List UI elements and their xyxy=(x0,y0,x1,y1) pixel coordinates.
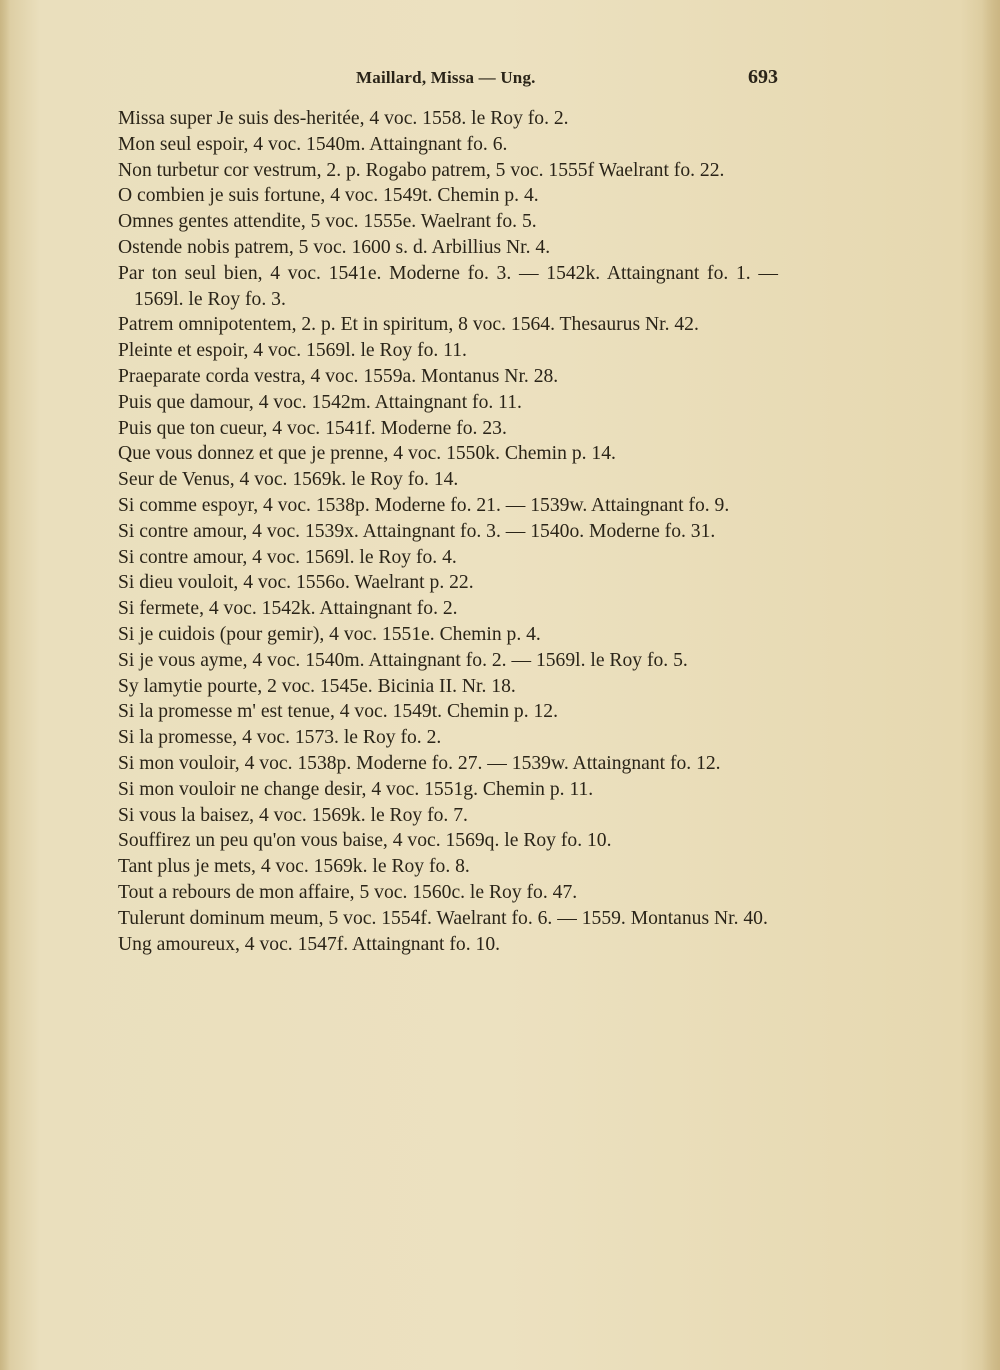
entry: Missa super Je suis des-heritée, 4 voc. 1558. le Roy fo. 2. xyxy=(118,108,569,129)
entry: Si vous la baisez, 4 voc. 1569k. le Roy fo. 7. xyxy=(118,804,468,826)
entry: Tulerunt dominum meum, 5 voc. 1554f. Waelrant fo. 6. — 1559. Montanus Nr. 40. xyxy=(118,907,768,929)
entry: Puis que damour, 4 voc. 1542m. Attaingnant fo. 11. xyxy=(118,391,522,413)
entry: Seur de Venus, 4 voc. 1569k. le Roy fo. 14. xyxy=(118,469,459,491)
page-header xyxy=(118,64,778,92)
entry: Si mon vouloir ne change desir, 4 voc. 1551g. Chemin p. 11. xyxy=(118,778,594,800)
entry: Si la promesse m' est tenue, 4 voc. 1549t. Chemin p. 12. xyxy=(118,701,558,723)
entry: Puis que ton cueur, 4 voc. 1541f. Moderne fo. 23. xyxy=(118,417,507,439)
entry: Si contre amour, 4 voc. 1569l. le Roy fo. 4. xyxy=(118,546,457,568)
page-edge-left xyxy=(0,0,10,1370)
entry: Souffirez un peu qu'on vous baise, 4 voc. 1569q. le Roy fo. 10. xyxy=(118,830,612,852)
entry: Non turbetur cor vestrum, 2. p. Rogabo patrem, 5 voc. 1555f Waelrant fo. 22. xyxy=(118,159,725,181)
entry: Tant plus je mets, 4 voc. 1569k. le Roy fo. 8. xyxy=(118,856,470,878)
entry: Pleinte et espoir, 4 voc. 1569l. le Roy fo. 11. xyxy=(118,340,467,362)
entry: Omnes gentes attendite, 5 voc. 1555e. Waelrant fo. 5. xyxy=(118,211,537,233)
entry: Si contre amour, 4 voc. 1539x. Attaingnant fo. 3. — 1540o. Moderne fo. 31. xyxy=(118,520,716,542)
page-number: 693 xyxy=(748,66,778,88)
entry: Par ton seul bien, 4 voc. 1541e. Moderne fo. 3. — 1542k. Attaingnant fo. 1. — 1569l. le Roy fo. 3. xyxy=(118,262,778,310)
running-head: Maillard, Missa — Ung. xyxy=(356,68,536,87)
entry: Que vous donnez et que je prenne, 4 voc. 1550k. Chemin p. 14. xyxy=(118,443,616,465)
entry: Mon seul espoir, 4 voc. 1540m. Attaingnant fo. 6. xyxy=(118,133,508,155)
entry: Si je cuidois (pour gemir), 4 voc. 1551e. Chemin p. 4. xyxy=(118,623,541,645)
entry: Si mon vouloir, 4 voc. 1538p. Moderne fo. 27. — 1539w. Attaingnant fo. 12. xyxy=(118,752,721,774)
entry: Si je vous ayme, 4 voc. 1540m. Attaingnant fo. 2. — 1569l. le Roy fo. 5. xyxy=(118,649,688,671)
entry: Tout a rebours de mon affaire, 5 voc. 1560c. le Roy fo. 47. xyxy=(118,881,578,903)
entry: Si dieu vouloit, 4 voc. 1556o. Waelrant p. 22. xyxy=(118,572,474,594)
entry: Ung amoureux, 4 voc. 1547f. Attaingnant fo. 10. xyxy=(118,933,501,955)
entry: Ostende nobis patrem, 5 voc. 1600 s. d. Arbillius Nr. 4. xyxy=(118,236,551,258)
page-edge-right xyxy=(982,0,1000,1370)
entry: Praeparate corda vestra, 4 voc. 1559a. Montanus Nr. 28. xyxy=(118,365,559,387)
entry-list xyxy=(118,106,778,957)
entry: Si comme espoyr, 4 voc. 1538p. Moderne fo. 21. — 1539w. Attaingnant fo. 9. xyxy=(118,494,730,516)
entry: O combien je suis fortune, 4 voc. 1549t. Chemin p. 4. xyxy=(118,185,539,207)
entry: Sy lamytie pourte, 2 voc. 1545e. Bicinia II. Nr. 18. xyxy=(118,675,516,697)
entry: Patrem omnipotentem, 2. p. Et in spiritum, 8 voc. 1564. Thesaurus Nr. 42. xyxy=(118,314,699,336)
entry: Si la promesse, 4 voc. 1573. le Roy fo. 2. xyxy=(118,727,442,749)
entry: Si fermete, 4 voc. 1542k. Attaingnant fo. 2. xyxy=(118,598,458,620)
